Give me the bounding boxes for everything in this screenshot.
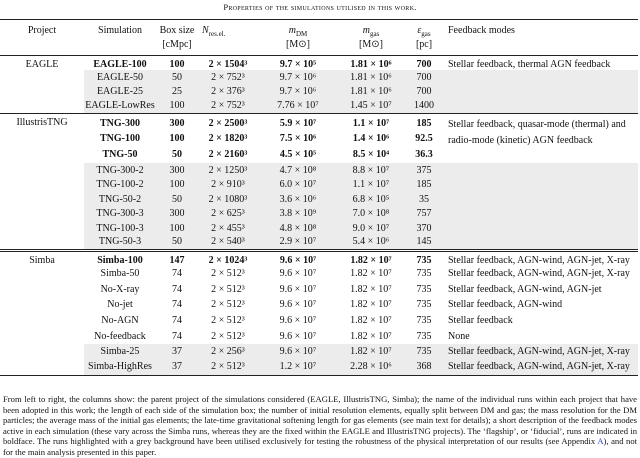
project-cell-empty <box>0 192 84 207</box>
table-row <box>0 163 638 178</box>
box-size: 74 <box>172 299 182 311</box>
eps-gas: 735 <box>416 315 432 326</box>
project-cell-empty <box>0 99 84 114</box>
n-res-elements: 2 × 2500³ <box>208 118 248 130</box>
simulation-name: EAGLE-50 <box>84 70 156 85</box>
m-dm: 3.8 × 10⁹ <box>258 207 338 222</box>
simulation-name: TNG-100-2 <box>84 177 156 192</box>
project-name: IllustrisTNG <box>16 117 68 129</box>
header-m-gas-unit: [M⊙] <box>359 39 383 50</box>
feedback-modes: None <box>448 330 470 342</box>
group-eagle <box>0 56 638 114</box>
m-dm: 9.6 × 10⁷ <box>258 344 338 360</box>
table-caption <box>3 394 637 458</box>
project-cell-empty <box>0 70 84 85</box>
project-cell-empty <box>0 85 84 100</box>
m-dm: 9.7 × 10⁶ <box>258 70 338 85</box>
simulation-name: EAGLE-100 <box>93 59 147 71</box>
header-project: Project <box>27 25 57 36</box>
header-box-size-unit: [cMpc] <box>162 39 192 50</box>
n-res-elements: 2 × 512³ <box>198 359 258 375</box>
box-size: 100 <box>156 99 198 114</box>
m-gas: 6.8 × 10⁵ <box>338 192 404 207</box>
eps-gas: 735 <box>416 268 432 280</box>
m-dm: 1.2 × 10⁷ <box>258 359 338 375</box>
box-size: 25 <box>156 85 198 100</box>
simulation-name: TNG-50-3 <box>84 236 156 251</box>
m-gas: 1.81 × 10⁶ <box>350 59 392 71</box>
simulation-name: TNG-300-3 <box>84 207 156 222</box>
feedback-modes: Stellar feedback, thermal AGN feedback <box>448 59 611 71</box>
table-row <box>0 282 638 298</box>
m-dm: 4.5 × 10⁵ <box>279 149 317 161</box>
eps-gas: 700 <box>416 59 432 71</box>
box-size: 50 <box>172 149 182 161</box>
table-row <box>0 221 638 236</box>
feedback-modes-empty <box>444 221 638 236</box>
header-simulation: Simulation <box>98 25 142 36</box>
eps-gas: 735 <box>416 254 432 266</box>
n-res-elements: 2 × 2160³ <box>208 149 248 161</box>
n-res-elements: 2 × 752³ <box>198 70 258 85</box>
m-dm: 9.7 × 10⁶ <box>258 85 338 100</box>
project-cell-empty <box>0 359 84 375</box>
eps-gas: 368 <box>404 359 444 375</box>
appendix-link[interactable]: A <box>597 436 604 447</box>
box-size: 74 <box>172 268 182 280</box>
m-dm: 9.7 × 10⁵ <box>279 59 317 71</box>
simulation-name: TNG-100-3 <box>84 221 156 236</box>
m-dm: 7.76 × 10⁷ <box>258 99 338 114</box>
feedback-modes: Stellar feedback, AGN-wind <box>448 299 563 311</box>
box-size: 147 <box>169 254 185 266</box>
m-gas: 1.82 × 10⁷ <box>350 315 392 326</box>
n-res-elements: 2 × 1504³ <box>208 59 248 71</box>
n-res-elements: 2 × 512³ <box>211 299 245 311</box>
m-dm: 9.6 × 10⁷ <box>279 254 317 266</box>
feedback-modes-empty <box>444 192 638 207</box>
box-size: 300 <box>156 163 198 178</box>
box-size: 100 <box>156 177 198 192</box>
m-gas: 1.82 × 10⁷ <box>350 283 392 295</box>
m-gas: 1.82 × 10⁷ <box>350 254 392 266</box>
box-size: 100 <box>156 221 198 236</box>
n-res-elements: 2 × 512³ <box>211 268 245 280</box>
table-row <box>0 297 638 313</box>
eps-gas: 145 <box>404 236 444 251</box>
header-m-dm-unit: [M⊙] <box>286 39 310 50</box>
table-row <box>0 85 638 100</box>
table-row <box>0 344 638 360</box>
feedback-modes: Stellar feedback <box>448 315 513 326</box>
header-n-res: $N_{res.el.}$ <box>202 25 226 38</box>
box-size: 37 <box>156 344 198 360</box>
project-cell-empty <box>0 146 84 162</box>
simulation-name: No-AGN <box>101 315 139 326</box>
feedback-modes: Stellar feedback, AGN-wind, AGN-jet, X-ray <box>448 254 630 266</box>
box-size: 50 <box>156 236 198 251</box>
eps-gas: 700 <box>404 85 444 100</box>
m-gas: 1.82 × 10⁷ <box>350 299 392 311</box>
n-res-elements: 2 × 1024³ <box>208 254 248 266</box>
table-row <box>0 99 638 114</box>
project-cell-empty <box>0 130 84 146</box>
table-title: Properties of the simulations utilised in this work. <box>223 2 417 12</box>
m-gas: 1.45 × 10⁷ <box>338 99 404 114</box>
box-size: 100 <box>169 132 185 144</box>
feedback-modes: Stellar feedback, AGN-wind, AGN-jet, X-ray <box>448 268 630 280</box>
eps-gas: 735 <box>416 299 432 311</box>
feedback-modes: Stellar feedback, AGN-wind, AGN-jet, X-ray <box>444 359 638 375</box>
simulation-name: TNG-100 <box>100 132 140 144</box>
project-cell-empty <box>0 328 84 344</box>
project-cell-empty <box>0 163 84 178</box>
n-res-elements: 2 × 625³ <box>198 207 258 222</box>
simulation-name: EAGLE-LowRes <box>84 99 156 114</box>
m-dm: 3.6 × 10⁶ <box>258 192 338 207</box>
simulation-name: No-jet <box>107 299 133 311</box>
header-m-gas: $m_{gas}$ <box>362 25 380 38</box>
table-row <box>0 328 638 344</box>
m-dm: 4.7 × 10⁸ <box>258 163 338 178</box>
m-dm: 5.9 × 10⁷ <box>279 118 317 130</box>
project-cell-empty <box>0 297 84 313</box>
eps-gas: 757 <box>404 207 444 222</box>
eps-gas: 375 <box>404 163 444 178</box>
simulations-table <box>0 19 638 376</box>
project-name: EAGLE <box>25 59 59 70</box>
table-row <box>0 207 638 222</box>
group-illustristng <box>0 114 638 250</box>
project-cell-empty <box>0 266 84 282</box>
header-box-size: Box size <box>159 25 195 36</box>
feedback-modes <box>444 70 638 85</box>
m-gas: 9.0 × 10⁷ <box>338 221 404 236</box>
m-gas: 8.8 × 10⁷ <box>338 163 404 178</box>
n-res-elements: 2 × 1080³ <box>198 192 258 207</box>
n-res-elements: 2 × 1250³ <box>198 163 258 178</box>
n-res-elements: 2 × 1820³ <box>208 132 248 144</box>
feedback-modes <box>444 85 638 100</box>
feedback-modes-empty <box>444 207 638 222</box>
simulation-name: Simba-HighRes <box>84 359 156 375</box>
m-gas: 1.82 × 10⁷ <box>350 268 392 280</box>
simulation-name: No-X-ray <box>100 283 140 295</box>
eps-gas: 735 <box>404 344 444 360</box>
eps-gas: 735 <box>416 330 432 342</box>
simulation-name: No-feedback <box>94 330 146 342</box>
simulation-name: Simba-100 <box>97 254 143 266</box>
m-dm: 9.6 × 10⁷ <box>279 268 317 280</box>
box-size: 50 <box>156 70 198 85</box>
n-res-elements: 2 × 910³ <box>198 177 258 192</box>
project-cell-empty <box>0 207 84 222</box>
m-gas: 1.82 × 10⁷ <box>350 330 392 342</box>
eps-gas: 185 <box>404 177 444 192</box>
caption-text-end: ), and not for the main analysis presented in this paper. <box>3 436 638 457</box>
simulation-name: Simba-25 <box>84 344 156 360</box>
box-size: 50 <box>156 192 198 207</box>
project-cell-empty <box>0 344 84 360</box>
m-dm: 7.5 × 10⁶ <box>279 132 317 144</box>
project-cell-empty <box>0 177 84 192</box>
feedback-modes: Stellar feedback, quasar-mode (thermal) and radio-mode (kinetic) AGN feedback <box>448 119 626 147</box>
table-row <box>0 313 638 329</box>
n-res-elements: 2 × 376³ <box>198 85 258 100</box>
simulation-name: TNG-50-2 <box>84 192 156 207</box>
box-size: 300 <box>156 207 198 222</box>
m-dm: 9.6 × 10⁷ <box>279 315 317 326</box>
m-dm: 9.6 × 10⁷ <box>279 283 317 295</box>
table-row <box>0 192 638 207</box>
n-res-elements: 2 × 512³ <box>211 283 245 295</box>
m-gas: 1.1 × 10⁷ <box>338 177 404 192</box>
table-row <box>0 359 638 375</box>
m-gas: 1.82 × 10⁷ <box>338 344 404 360</box>
n-res-elements: 2 × 512³ <box>211 315 245 326</box>
table-header <box>0 20 638 56</box>
table-row <box>0 177 638 192</box>
eps-gas: 370 <box>404 221 444 236</box>
m-gas: 1.4 × 10⁶ <box>352 132 390 144</box>
n-res-elements: 2 × 512³ <box>211 330 245 342</box>
n-res-elements: 2 × 540³ <box>198 236 258 251</box>
m-gas: 7.0 × 10⁸ <box>338 207 404 222</box>
simulation-name: EAGLE-25 <box>84 85 156 100</box>
table-row <box>0 56 638 71</box>
feedback-modes <box>444 99 638 114</box>
eps-gas: 185 <box>416 118 432 130</box>
header-eps-gas: $\varepsilon_{gas}$ <box>417 25 431 38</box>
n-res-elements: 2 × 752³ <box>198 99 258 114</box>
m-gas: 1.1 × 10⁷ <box>352 118 390 130</box>
eps-gas: 36.3 <box>415 149 433 161</box>
simulation-name: TNG-50 <box>102 149 138 161</box>
feedback-modes-empty <box>444 236 638 251</box>
m-dm: 4.8 × 10⁸ <box>258 221 338 236</box>
feedback-modes: Stellar feedback, AGN-wind, AGN-jet, X-ray <box>444 344 638 360</box>
header-m-dm: $m_{DM}$ <box>288 25 308 38</box>
box-size: 37 <box>156 359 198 375</box>
eps-gas: 1400 <box>404 99 444 114</box>
m-gas: 5.4 × 10⁶ <box>338 236 404 251</box>
table-row <box>0 70 638 85</box>
m-dm: 9.6 × 10⁷ <box>279 330 317 342</box>
project-name: Simba <box>29 254 55 266</box>
project-cell-empty <box>0 313 84 329</box>
box-size: 300 <box>169 118 185 130</box>
caption-text: From left to right, the columns show: the parent project of the simulations considered (EAGLE, IllustrisTNG, Simba); the name of the individual runs within each project that have been adopted in this work; the length of each side of the simulation box; the number of initial resolution elements, equally split between DM and gas; the mass resolution for the DM particles; the average mass of the initial gas elements; the late-time gravitational softening length for gas elements (see main text for details); a short description of the feedback modes active in each simulation (these vary across the Simba runs, whereas they are the fixed within the EAGLE and IllustrisTNG projects). The ‘flagship’, or ‘fiducial’, runs are indicated in boldface. The runs highlighted with a grey background have been utilised exclusively for testing the robustness of the physical interpretation of our results (see Appendix <box>3 394 637 447</box>
project-cell-empty <box>0 236 84 251</box>
m-dm: 9.6 × 10⁷ <box>279 299 317 311</box>
table-row <box>0 114 638 130</box>
n-res-elements: 2 × 455³ <box>198 221 258 236</box>
m-gas: 2.28 × 10⁶ <box>338 359 404 375</box>
m-gas: 1.81 × 10⁶ <box>338 85 404 100</box>
box-size: 74 <box>172 283 182 295</box>
n-res-elements: 2 × 256³ <box>198 344 258 360</box>
m-gas: 8.5 × 10⁴ <box>352 149 390 161</box>
table-row <box>0 250 638 266</box>
project-cell-empty <box>0 221 84 236</box>
box-size: 74 <box>172 330 182 342</box>
table-row <box>0 236 638 251</box>
m-gas: 1.81 × 10⁶ <box>338 70 404 85</box>
group-simba <box>0 250 638 375</box>
simulation-name: TNG-300-2 <box>84 163 156 178</box>
project-cell-empty <box>0 282 84 298</box>
box-size: 100 <box>169 59 185 71</box>
simulation-name: TNG-300 <box>100 118 140 130</box>
feedback-modes-empty <box>444 177 638 192</box>
feedback-modes: Stellar feedback, AGN-wind, AGN-jet <box>448 283 602 295</box>
m-dm: 2.9 × 10⁷ <box>258 236 338 251</box>
eps-gas: 700 <box>404 70 444 85</box>
m-dm: 6.0 × 10⁷ <box>258 177 338 192</box>
table-row <box>0 266 638 282</box>
header-feedback: Feedback modes <box>448 25 515 36</box>
eps-gas: 735 <box>416 283 432 295</box>
feedback-modes-empty <box>444 163 638 178</box>
eps-gas: 35 <box>404 192 444 207</box>
header-eps-gas-unit: [pc] <box>415 39 433 50</box>
eps-gas: 92.5 <box>415 132 433 144</box>
box-size: 74 <box>172 315 182 326</box>
simulation-name: Simba-50 <box>100 268 140 280</box>
